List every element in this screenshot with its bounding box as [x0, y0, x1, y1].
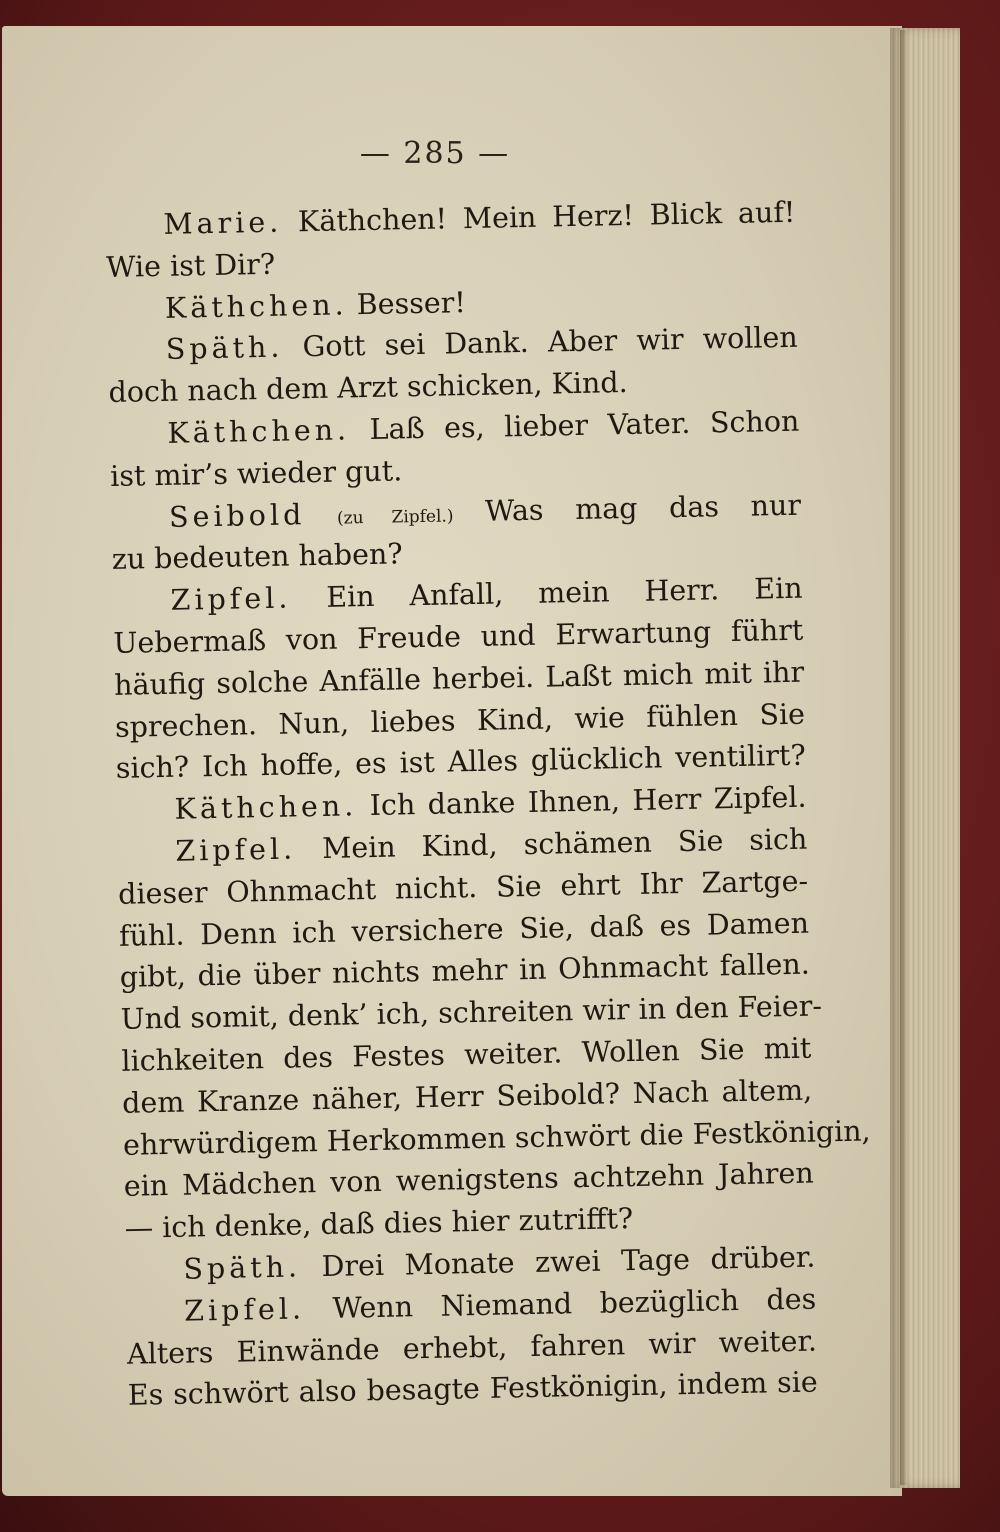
page-gutter-shadow	[900, 30, 908, 1485]
speaker-name: Käthchen.	[164, 287, 348, 325]
line-text: Drei Monate zwei Tage drüber.	[321, 1240, 816, 1283]
line-text: Ein Anfall, mein Herr. Ein	[325, 571, 803, 614]
line-text: zu bedeuten haben?	[111, 537, 403, 577]
line-text: sich? Ich hoffe, es ist Alles glücklich ventilirt?	[115, 739, 807, 786]
line-text: dem Kranze näher, Herr Seibold? Nach altem,	[121, 1073, 813, 1120]
line-text: Käthchen! Mein Herz! Blick auf!	[297, 195, 796, 239]
speaker-name: Käthchen.	[167, 413, 351, 450]
line-text: Und somit, denk’ ich, schreiten wir in den Feier-	[120, 989, 823, 1036]
line-text: doch nach dem Arzt schicken, Kind.	[108, 366, 628, 410]
line-text: Wie ist Dir?	[105, 247, 276, 284]
line-text: gibt, die über nichts mehr in Ohnmacht fallen.	[119, 947, 811, 995]
body-text	[105, 192, 871, 1417]
speaker-name: Zipfel.	[170, 581, 292, 617]
line-text: Mein Kind, schämen Sie sich	[321, 822, 808, 865]
speaker-name: Marie.	[163, 205, 283, 241]
speaker-name: Zipfel.	[183, 1292, 306, 1328]
line-text: ehrwürdigem Herkommen schwört die Festkönigin,	[122, 1114, 871, 1162]
line-text: Uebermaß von Freude und Erwartung führt	[113, 613, 804, 660]
line-text: Laß es, lieber Vater. Schon	[369, 404, 800, 446]
line-text: ist mir’s wieder gut.	[109, 454, 403, 493]
line-text: dieser Ohnmacht nicht. Sie ehrt Ihr Zartge-	[117, 864, 809, 911]
page-number: — 285 —	[359, 136, 511, 171]
line-text: fühl. Denn ich versichere Sie, daß es Damen	[118, 906, 810, 953]
line-text: Wenn Niemand bezüglich des	[332, 1282, 817, 1325]
line-text: lichkeiten des Festes weiter. Wollen Sie mit	[121, 1031, 812, 1078]
speaker-name: Seibold	[168, 497, 306, 534]
line-text: — ich denke, daß dies hier zutrifft?	[124, 1202, 634, 1245]
line-text: Besser!	[356, 285, 467, 321]
line-text: Gott sei Dank. Aber wir wollen	[302, 321, 798, 364]
speaker-name: Späth.	[183, 1250, 302, 1286]
line-text: sprechen. Nun, liebes Kind, wie fühlen Sie	[114, 697, 806, 744]
line-text: Alters Einwände erhebt, fahren wir weiter.	[126, 1324, 818, 1371]
speaker-name: Zipfel.	[175, 832, 297, 868]
stage-direction: (zu Zipfel.)	[336, 505, 454, 529]
line-text: häufig solche Anfälle herbei. Laßt mich mit ihr	[113, 655, 805, 702]
line-text: Es schwört also besagte Festkönigin, indem sie	[127, 1365, 819, 1413]
line-text: Ich danke Ihnen, Herr Zipfel.	[369, 780, 807, 823]
line-text: ein Mädchen von wenigstens achtzehn Jahren	[123, 1156, 815, 1204]
speaker-name: Käthchen.	[174, 789, 358, 826]
speaker-name: Späth.	[165, 330, 284, 367]
line-text: Was mag das nur	[484, 488, 802, 528]
